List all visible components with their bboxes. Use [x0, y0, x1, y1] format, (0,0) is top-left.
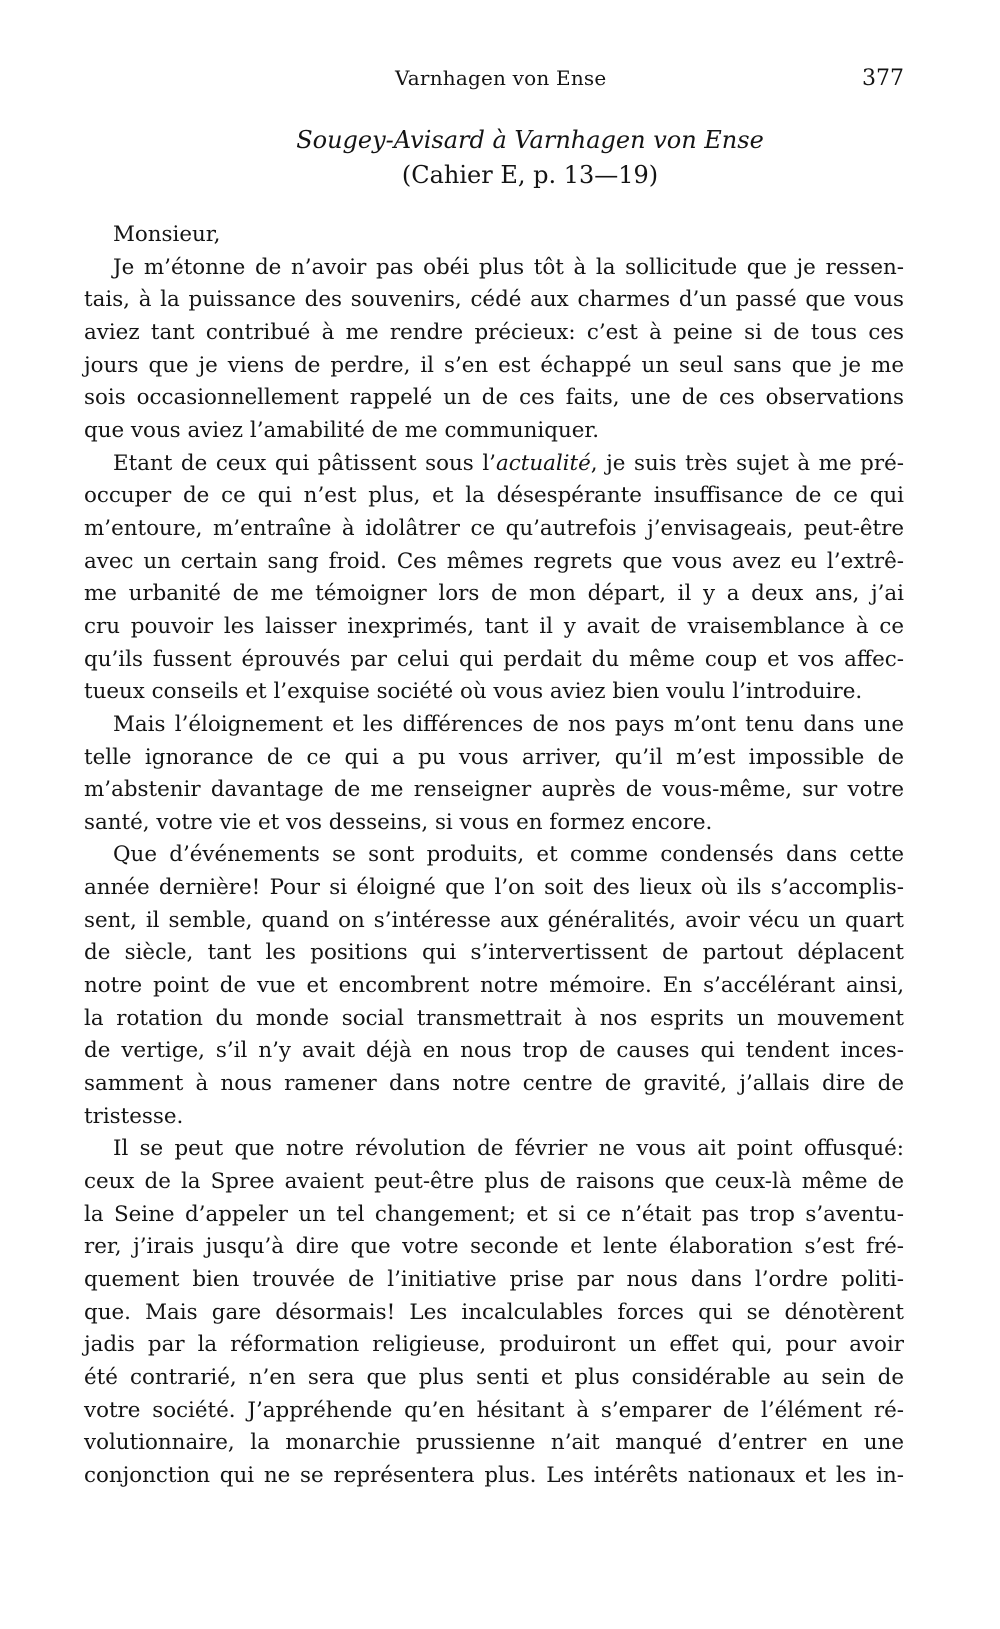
text-line: année dernière! Pour si éloigné que l’on soit des lieux où ils s’accomplis- — [84, 875, 904, 901]
text-line: santé, votre vie et vos desseins, si vous en formez encore. — [84, 809, 713, 835]
text-line: votre société. J’appréhende qu’en hésitant à s’emparer de l’élément ré- — [84, 1397, 904, 1423]
text-line: la rotation du monde social transmettrait à nos esprits un mouvement — [84, 1005, 904, 1031]
text-line: aviez tant contribué à me rendre précieux: c’est à peine si de tous ces — [84, 319, 904, 345]
salutation: Monsieur, — [113, 222, 221, 247]
text-line: que. Mais gare désormais! Les incalculables forces qui se dénotèrent — [84, 1299, 904, 1325]
paragraph-3 — [84, 709, 904, 840]
letter-title: Sougey-Avisard à Varnhagen von Ense — [296, 126, 764, 154]
text-line: conjonction qui ne se représentera plus. Les intérêts nationaux et les in- — [84, 1462, 904, 1488]
text-line: m’abstenir davantage de me renseigner auprès de vous-même, sur votre — [84, 777, 904, 803]
text-line: Que d’événements se sont produits, et comme condensés dans cette — [113, 842, 904, 868]
text-line: ceux de la Spree avaient peut-être plus de raisons que ceux-là même de — [84, 1169, 904, 1195]
text-line: m’entoure, m’entraîne à idolâtrer ce qu’autrefois j’envisageais, peut-être — [84, 515, 904, 541]
text-line: tueux conseils et l’exquise société où vous aviez bien voulu l’introduire. — [84, 679, 863, 705]
text-line: sent, il semble, quand on s’intéresse aux généralités, avoir vécu un quart — [84, 907, 904, 933]
text-line: été contrarié, n’en sera que plus senti et plus considérable au sein de — [84, 1364, 904, 1390]
text-line: de siècle, tant les positions qui s’intervertissent de partout déplacent — [84, 940, 904, 966]
running-head: Varnhagen von Ense — [395, 66, 607, 90]
paragraph-5 — [84, 1133, 904, 1492]
text-line: jadis par la réformation religieuse, produiront un effet qui, pour avoir — [84, 1332, 904, 1358]
paragraph-4 — [84, 839, 904, 1133]
text-line: Il se peut que notre révolution de février ne vous ait point offusqué: — [113, 1136, 904, 1162]
text-line: avec un certain sang froid. Ces mêmes regrets que vous avez eu l’extrê- — [84, 548, 904, 574]
text-line: Je m’étonne de n’avoir pas obéi plus tôt à la sollicitude que je ressen- — [113, 254, 904, 280]
paragraph-1 — [84, 252, 904, 448]
text-line: me urbanité de me témoigner lors de mon départ, il y a deux ans, j’ai — [84, 581, 904, 607]
text-line: occuper de ce qui n’est plus, et la désespérante insuffisance de ce qui — [84, 483, 904, 509]
text-line: quement bien trouvée de l’initiative prise par nous dans l’ordre politi- — [84, 1267, 904, 1292]
text-line: notre point de vue et encombrent notre mémoire. En s’accélérant ainsi, — [84, 973, 904, 999]
text-line — [84, 448, 904, 481]
text-line: de vertige, s’il n’y avait déjà en nous trop de causes qui tendent inces- — [84, 1038, 904, 1064]
paragraph-2 — [84, 448, 904, 709]
text-line: sois occasionnellement rappelé un de ces faits, une de ces observations — [84, 385, 904, 411]
text-line: tristesse. — [84, 1103, 184, 1129]
text-line: rer, j’irais jusqu’à dire que votre seconde et lente élaboration s’est fré- — [84, 1234, 904, 1260]
text-segment: , je suis très sujet à me pré- — [590, 450, 904, 476]
text-line: tais, à la puissance des souvenirs, cédé aux charmes d’un passé que vous — [84, 287, 904, 313]
text-line: qu’ils fussent éprouvés par celui qui perdait du même coup et vos affec- — [84, 646, 904, 672]
text-line: jours que je viens de perdre, il s’en est échappé un seul sans que je me — [84, 352, 904, 378]
text-line: samment à nous ramener dans notre centre de gravité, j’allais dire de — [84, 1071, 904, 1097]
text-line: telle ignorance de ce qui a pu vous arriver, qu’il m’est impossible de — [84, 744, 904, 770]
letter-body — [84, 219, 904, 1493]
text-line: la Seine d’appeler un tel changement; et si ce n’était pas trop s’aventu- — [84, 1201, 904, 1227]
text-line: Mais l’éloignement et les différences de nos pays m’ont tenu dans une — [113, 711, 904, 737]
letter-source: (Cahier E, p. 13—19) — [401, 161, 659, 189]
italic-term: actualité — [495, 450, 591, 476]
text-segment: Etant de ceux qui pâtissent sous l’ — [113, 450, 496, 476]
text-line: volutionnaire, la monarchie prussienne n’ait manqué d’entrer en une — [84, 1430, 904, 1456]
page-number: 377 — [862, 66, 904, 91]
text-line: cru pouvoir les laisser inexprimés, tant il y avait de vraisemblance à ce — [84, 613, 904, 639]
text-line: que vous aviez l’amabilité de me communiquer. — [84, 417, 600, 443]
